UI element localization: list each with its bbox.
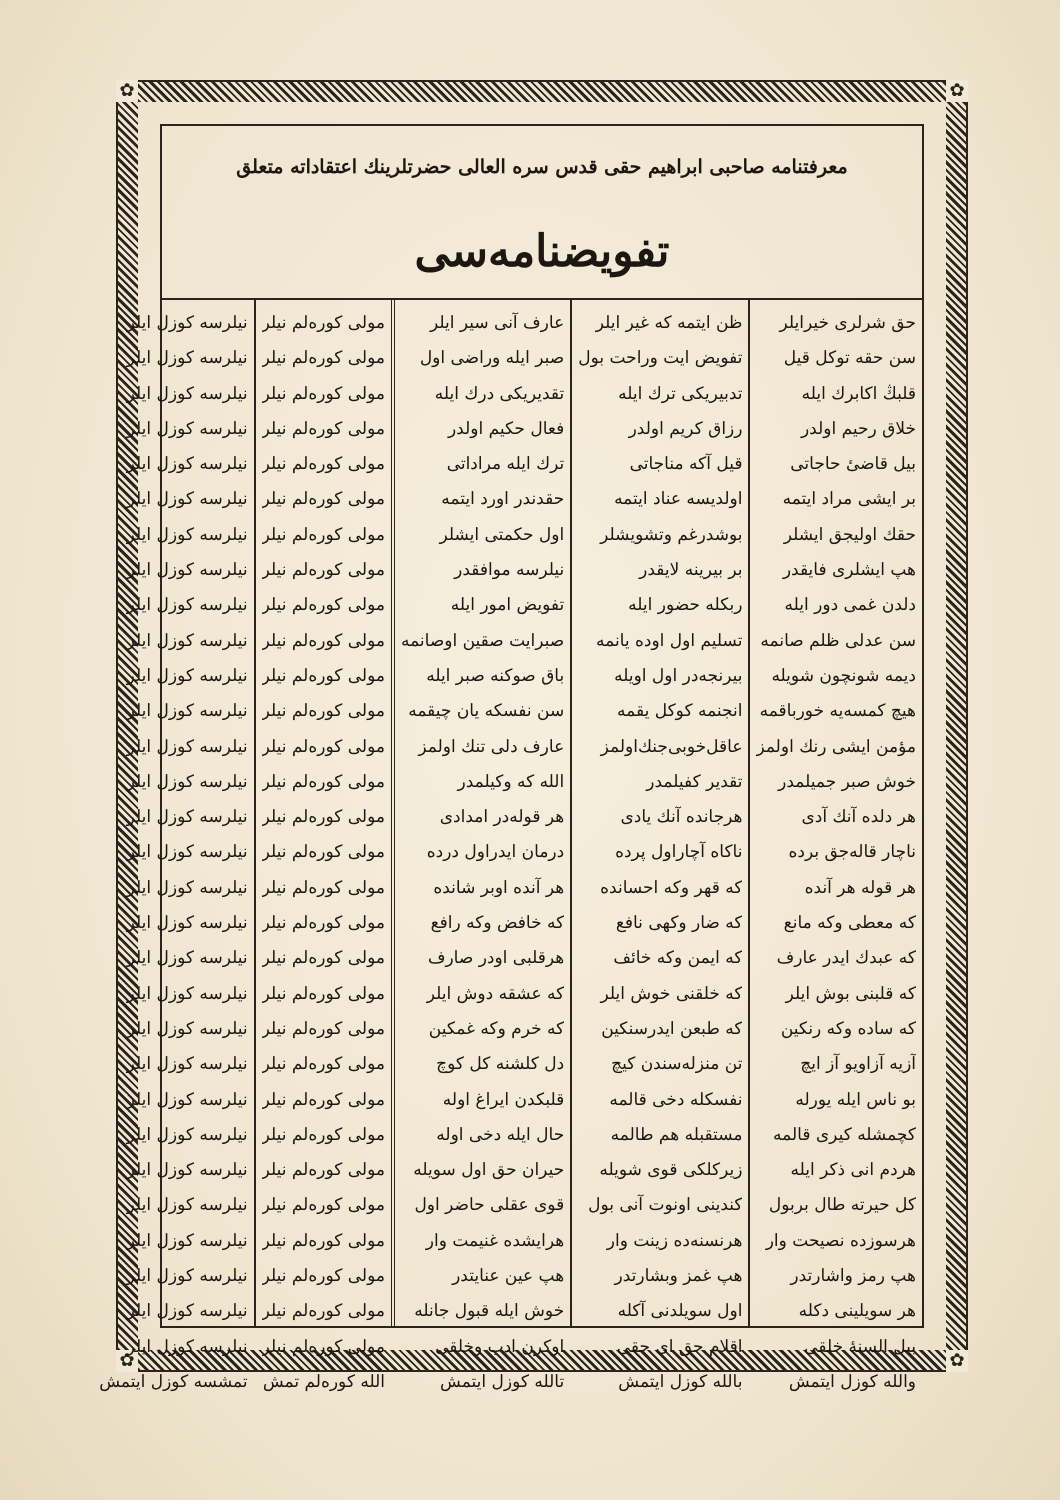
poem-line: فعال حكیم اولدر [447, 418, 565, 439]
poem-line: مولی كوره‌لم نیلر [261, 1018, 385, 1039]
poem-line: ربكله حضور ایله [628, 595, 743, 616]
poem-line: قلبڭ اكابرك ایله [801, 383, 916, 404]
poem-line: خوش ایله قبول جانله [414, 1301, 565, 1322]
poem-line: مولی كوره‌لم نیلر [261, 1124, 385, 1145]
poem-line: نیلرسه كوزل ایلر [126, 1301, 248, 1322]
poem-line: حقك اولیجق ایشلر [783, 524, 916, 545]
poem-line: نیلرسه كوزل ایلر [126, 1230, 248, 1251]
poem-line: نیلرسه كوزل ایلر [126, 665, 248, 686]
poem-line: مولی كوره‌لم نیلر [261, 1230, 385, 1251]
poem-line: دل كلشنه كل كوچ [436, 1054, 565, 1075]
poem-line: نیلرسه كوزل ایلر [126, 630, 248, 651]
ornamental-border [99, 80, 968, 1392]
poem-line: حق شرلری خیرایلر [779, 313, 916, 333]
page-heading: معرفتنامه صاحبی ابراهیم حقی قدس سره العالی حضرتلرینك اعتقاداته متعلق [236, 156, 848, 178]
poem-line: كه معطی وكه مانع [783, 913, 916, 934]
poem-line: مولی كوره‌لم نیلر [261, 313, 385, 333]
poem-line: مولی كوره‌لم نیلر [261, 983, 385, 1004]
poem-line: صبرایت صقین اوصانمه [400, 630, 565, 651]
poem-line: هرجانده آنك یادی [620, 807, 743, 828]
poem-line: ترك ایله مراداتی [446, 454, 565, 475]
poem-line: نیلرسه موافقدر [454, 560, 565, 581]
poem-line: سن حقه توكل قیل [783, 348, 916, 369]
poem-line: مولی كوره‌لم نیلر [261, 665, 385, 686]
poem-line: عارف آنی سیر ایلر [430, 313, 565, 333]
poem-line: كچمشله كیری قالمه [773, 1124, 916, 1145]
poem-line: قیل آكه مناجاتی [629, 454, 743, 475]
poem-line: كندینی اونوت آنی بول [588, 1195, 743, 1216]
poem-line: نیلرسه كوزل ایلر [126, 1054, 248, 1075]
poem-line: هر سویلینی دكله [798, 1301, 916, 1322]
poem-line: كه خلقنی خوش ایلر [600, 983, 743, 1004]
poem-line: نیلرسه كوزل ایلر [126, 595, 248, 616]
corner-rosette-icon: ✿ [946, 80, 968, 102]
poem-line: قوی عقلی حاضر اول [414, 1195, 565, 1216]
poem-line: نفسكله دخی قالمه [609, 1089, 743, 1110]
poem-line: مولی كوره‌لم نیلر [261, 454, 385, 475]
poem-line: اولدیسه عناد ایتمه [614, 489, 743, 510]
poem-line: تمشسه كوزل ایتمش [99, 1371, 248, 1392]
poem-line: اول سویلدنی آكله [617, 1301, 743, 1322]
poem-line: نیلرسه كوزل ایلر [126, 348, 248, 369]
poem-line: دلدن غمی دور ایله [784, 595, 916, 616]
poem-line: كه قلبنی بوش ایلر [785, 983, 916, 1004]
poem-line: ظن ایتمه كه غیر ایلر [595, 313, 743, 333]
poem-line: اول حكمتی ایشلر [439, 524, 565, 545]
poem-line: درمان ایدراول درده [426, 842, 565, 863]
poem-line: مولی كوره‌لم نیلر [261, 1054, 385, 1075]
poem-line: كه ضار وكهی نافع [615, 913, 743, 934]
poem-line: نیلرسه كوزل ایلر [126, 1089, 248, 1110]
poem-line: هر آنده اوبر شانده [433, 877, 565, 898]
poem-line: هر قوله‌در امدادی [439, 807, 565, 828]
poem-line: نیلرسه كوزل ایلر [126, 913, 248, 934]
poem-line: هر دلده آنك آدی [801, 807, 916, 828]
poem-line: نیلرسه كوزل ایلر [126, 1124, 248, 1145]
poem-line: مولی كوره‌لم نیلر [261, 560, 385, 581]
poem-line: تقدیریکی درك ایله [434, 383, 565, 404]
poem-line: هردم انی ذكر ایله [790, 1160, 916, 1181]
poem-line: بر ایشی مراد ایتمه [782, 489, 916, 510]
poem-line: كه ساده وكه رنكین [780, 1018, 916, 1039]
poem-line: مولی كوره‌لم نیلر [261, 630, 385, 651]
poem-line: هرنسنه‌ده زینت وار [606, 1230, 743, 1251]
poem-line: اقلام حق ای حقی [616, 1336, 743, 1357]
poem-line: نیلرسه كوزل ایلر [126, 1195, 248, 1216]
poem-line: نیلرسه كوزل ایلر [126, 313, 248, 333]
poem-line: زیركلكی قوی شویله [599, 1160, 743, 1181]
poem-line: بو ناس ایله یورله [795, 1089, 916, 1110]
text-panel [99, 124, 924, 1392]
poem-line: سن عدلی ظلم صانمه [760, 630, 916, 651]
poem-line: بوشدرغم وتشویشلر [600, 524, 743, 545]
poem-line: خوش صبر جمیلمدر [778, 771, 916, 792]
poem-line: نیلرسه كوزل ایلر [126, 983, 248, 1004]
poem-line: نیلرسه كوزل ایلر [126, 807, 248, 828]
poem-line: هرقلبی اودر صارف [427, 948, 565, 969]
poem-line: كه ایمن وكه خائف [613, 948, 743, 969]
poem-column [93, 300, 253, 1392]
poem-line: بیل قاضیٔ حاجاتی [790, 454, 916, 475]
poem-line: نیلرسه كوزل ایلر [126, 454, 248, 475]
poem-line: مولی كوره‌لم نیلر [261, 489, 385, 510]
poem-line: هیچ كمسه‌یه خورباقمه [759, 701, 916, 722]
poem-line: عارف دلی تنك اولمز [418, 736, 565, 757]
poem-line: تقدیر كفیلمدر [646, 771, 743, 792]
poem-line: نیلرسه كوزل ایلر [126, 560, 248, 581]
poem-line: بر بیرینه لایقدر [639, 560, 743, 581]
poem-line: دیمه شونچون شویله [771, 665, 916, 686]
poem-line: كه عبدك ایدر عارف [776, 948, 916, 969]
poem-line: صبر ایله وراضی اول [419, 348, 565, 369]
poem-line: تدبیریکی ترك ایله [618, 383, 743, 404]
poem-line: مولی كوره‌لم نیلر [261, 736, 385, 757]
poem-line: كه قهر وكه احسانده [600, 877, 743, 898]
poem-line: بیل السنهٔ خلقی [804, 1336, 916, 1357]
poem-column [254, 300, 391, 1392]
poem-line: كل حیرته طال بربول [768, 1195, 916, 1216]
poem-line: كه خافض وكه رافع [430, 913, 565, 934]
poem-line: عاقل‌خوبی‌جنك‌اولمز [600, 736, 743, 757]
poem-line: مولی كوره‌لم نیلر [261, 1301, 385, 1322]
poem-column [570, 300, 748, 1392]
poem-line: نیلرسه كوزل ایلر [126, 489, 248, 510]
poem-line: هپ ایشلری فایقدر [782, 560, 916, 581]
poem-line: بیرنجه‌در اول اویله [614, 665, 743, 686]
poem-line: حال ایله دخی اوله [436, 1124, 565, 1145]
poem-column [748, 300, 922, 1392]
poem-line: كه خرم وكه غمكین [428, 1018, 565, 1039]
poem-line: نیلرسه كوزل ایلر [126, 736, 248, 757]
poem-line: ناچار قالەجق برده [788, 842, 916, 863]
poem-line: نیلرسه كوزل ایلر [126, 524, 248, 545]
poem-line: مولی كوره‌لم نیلر [261, 771, 385, 792]
poem-line: هپ عین عنایتدر [452, 1266, 565, 1287]
poem-line: مولی كوره‌لم نیلر [261, 913, 385, 934]
poem-line: نیلرسه كوزل ایلر [126, 1266, 248, 1287]
poem-line: نیلرسه كوزل ایلر [126, 383, 248, 404]
poem-line: تالله كوزل ایتمش [440, 1371, 565, 1392]
poem-line: مستقبله هم طالمه [610, 1124, 743, 1145]
poem-line: مولی كوره‌لم نیلر [261, 842, 385, 863]
poem-line: مولی كوره‌لم نیلر [261, 348, 385, 369]
poem-line: حقدندر اورد ایتمه [441, 489, 565, 510]
poem-line: مولی كوره‌لم نیلر [261, 1336, 385, 1357]
poem-line: مولی كوره‌لم نیلر [261, 1160, 385, 1181]
poem-line: مولی كوره‌لم نیلر [261, 701, 385, 722]
poem-line: مولی كوره‌لم نیلر [261, 595, 385, 616]
poem-line: نیلرسه كوزل ایلر [126, 1336, 248, 1357]
poem-line: مؤمن ایشی رنك اولمز [756, 736, 916, 757]
poem-line: اوكرن ادب وخلقی [435, 1336, 565, 1357]
poem-line: مولی كوره‌لم نیلر [261, 524, 385, 545]
poem-line: انجنمه كوكل یقمه [617, 701, 743, 722]
poem-line: مولی كوره‌لم نیلر [261, 383, 385, 404]
poem-line: مولی كوره‌لم نیلر [261, 418, 385, 439]
poem-line: نیلرسه كوزل ایلر [126, 948, 248, 969]
corner-rosette-icon: ✿ [116, 1350, 138, 1372]
poem-line: نیلرسه كوزل ایلر [126, 418, 248, 439]
poem-line: سن نفسكه یان چیقمه [408, 701, 565, 722]
poem-line: رزاق كریم اولدر [628, 418, 743, 439]
poem-line: مولی كوره‌لم نیلر [261, 948, 385, 969]
poem-line: تفویض امور ایله [450, 595, 565, 616]
poem-line: تن منزله‌سندن كیچ [611, 1054, 743, 1075]
poem-line: تفویض ایت وراحت بول [578, 348, 743, 369]
poem-line: كه عشقه دوش ایلر [426, 983, 565, 1004]
poem-line: باق صوكنه صبر ایله [426, 665, 565, 686]
poem-line: كه طبعن ایدرسنكین [601, 1018, 743, 1039]
poem-line: مولی كوره‌لم نیلر [261, 807, 385, 828]
poem-line: نیلرسه كوزل ایلر [126, 701, 248, 722]
poem-line: نیلرسه كوزل ایلر [126, 877, 248, 898]
poem-line: هرسوزده نصیحت وار [765, 1230, 916, 1251]
poem-line: نیلرسه كوزل ایلر [126, 1160, 248, 1181]
poem-line: نیلرسه كوزل ایلر [126, 771, 248, 792]
page-title: تفویضنامه‌سی [414, 226, 670, 277]
poem-line: بالله كوزل ایتمش [618, 1371, 743, 1392]
poem-line: خلاق رحیم اولدر [800, 418, 916, 439]
poem-line: الله كه وكیلمدر [457, 771, 565, 792]
poem-column [391, 300, 570, 1392]
corner-rosette-icon: ✿ [946, 1350, 968, 1372]
poem-line: مولی كوره‌لم نیلر [261, 1195, 385, 1216]
poem-line: ناكاه آچاراول پرده [615, 842, 743, 863]
poem-line: هپ رمز واشارتدر [790, 1266, 916, 1287]
poem-line: هرایشده غنیمت وار [425, 1230, 565, 1251]
corner-rosette-icon: ✿ [116, 80, 138, 102]
poem-line: هر قوله هر آنده [804, 877, 916, 898]
poem-line: نیلرسه كوزل ایلر [126, 1018, 248, 1039]
poem-line: نیلرسه كوزل ایلر [126, 842, 248, 863]
poem-line: مولی كوره‌لم نیلر [261, 1266, 385, 1287]
poem-line: قلبكدن ایراغ اوله [442, 1089, 565, 1110]
poem-line: تسلیم اول اوده یانمه [596, 630, 743, 651]
poem-line: حیران حق اول سویله [413, 1160, 565, 1181]
poem-line: الله كوره‌لم تمش [262, 1371, 385, 1392]
poem-line: والله كوزل ایتمش [788, 1371, 916, 1392]
poem-grid [99, 298, 922, 1392]
poem-line: آزیه آزاویو آز ایچ [800, 1054, 916, 1075]
poem-line: مولی كوره‌لم نیلر [261, 1089, 385, 1110]
poem-line: هپ غمز وبشارتدر [614, 1266, 743, 1287]
poem-line: مولی كوره‌لم نیلر [261, 877, 385, 898]
